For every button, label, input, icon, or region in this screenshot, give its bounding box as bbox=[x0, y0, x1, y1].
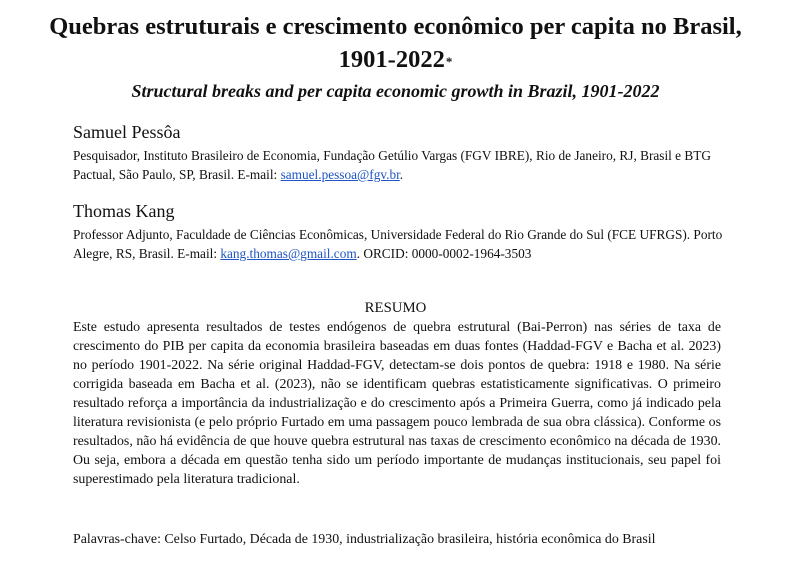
author-name: Thomas Kang bbox=[73, 201, 175, 221]
abstract-body: Este estudo apresenta resultados de testes endógenos de quebra estrutural (Bai-Perron) nas séries de taxa de crescimento do PIB per capita da economia brasileira baseadas em duas fontes (Haddad-FGV e Bacha et al. 2023) no período 1901-2022. Na série original Haddad-FGV, detectam-se dois pontos de quebra: 1918 e 1980. Na série corrigida baseada em Bacha et al. (2023), não se identificam quebras estatisticamente significativas. O primeiro resultado reforça a importância da industrialização e do crescimento após a Primeira Guerra, como já indicado pela literatura revisionista (e pelo próprio Furtado em uma passagem pouco lembrada de sua obra clássica). Conforme os resultados, não há evidência de que houve quebra estrutural nas taxas de crescimento econômico na década de 1930. Ou seja, embora a década em questão tenha sido um período importante de mudanças institucionais, seu papel foi superestimado pela literatura tradicional. bbox=[73, 320, 721, 487]
author-email-link[interactable]: samuel.pessoa@fgv.br bbox=[280, 167, 400, 182]
keywords: Palavras-chave: Celso Furtado, Década de 1930, industrialização brasileira, história econômica do Brasil bbox=[73, 532, 656, 547]
author-email-link[interactable]: kang.thomas@gmail.com bbox=[220, 246, 357, 261]
affiliation-suffix: . bbox=[399, 167, 404, 182]
author-affiliation bbox=[73, 146, 733, 184]
paper-subtitle: Structural breaks and per capita economic growth in Brazil, 1901-2022 bbox=[131, 81, 660, 101]
paper-title bbox=[20, 10, 771, 76]
affiliation-text: Pesquisador, Instituto Brasileiro de Economia, Fundação Getúlio Vargas (FGV IBRE), Rio de Janeiro, RJ, Brasil e BTG Pactual, São Paulo, SP, Brasil. E-mail: bbox=[73, 148, 712, 182]
author-name: Samuel Pessôa bbox=[73, 122, 181, 142]
author-affiliation bbox=[73, 225, 733, 263]
author-block-2 bbox=[73, 200, 733, 263]
title-footnote-mark[interactable]: * bbox=[445, 54, 453, 69]
paper-title-text: Quebras estruturais e crescimento econômico per capita no Brasil, 1901-2022 bbox=[49, 13, 742, 73]
author-block-1 bbox=[73, 121, 733, 184]
affiliation-suffix: . ORCID: 0000-0002-1964-3503 bbox=[356, 246, 532, 261]
abstract-heading: RESUMO bbox=[364, 300, 427, 316]
affiliation-text: Professor Adjunto, Faculdade de Ciências Econômicas, Universidade Federal do Rio Grande do Sul (FCE UFRGS). Porto Alegre, RS, Brasil. E-mail: bbox=[73, 227, 723, 261]
